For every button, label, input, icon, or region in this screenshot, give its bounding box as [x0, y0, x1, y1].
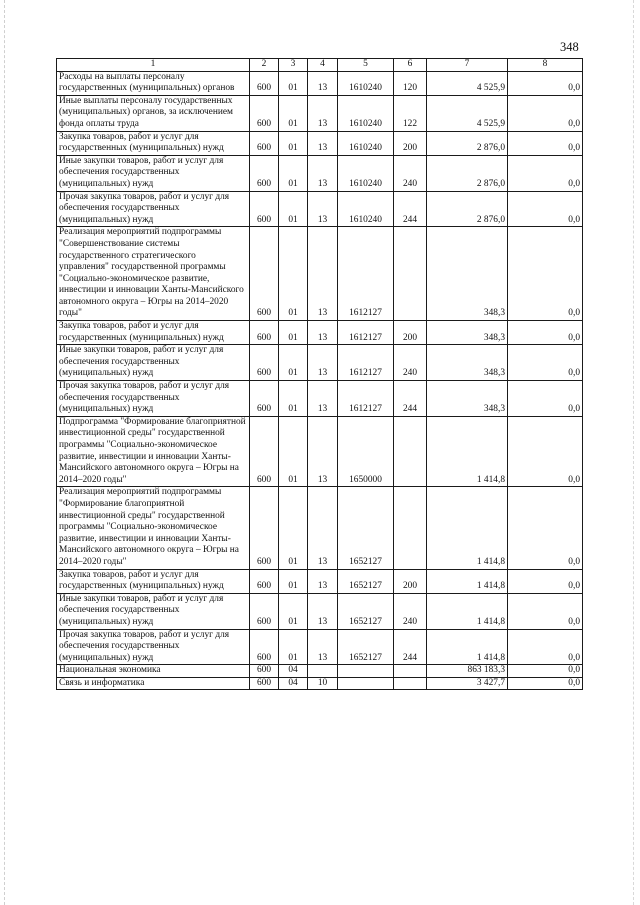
col-8-amount: 0,0 [508, 131, 583, 155]
col-7-amount: 1 414,8 [427, 593, 508, 629]
col-5-value: 1612127 [338, 381, 394, 417]
row-name: Связь и информатика [57, 677, 250, 690]
table-row [57, 71, 583, 95]
column-header: 6 [394, 59, 427, 72]
col-8-amount: 0,0 [508, 191, 583, 227]
col-4-value [308, 665, 338, 678]
table-row [57, 227, 583, 321]
row-name: Закупка товаров, работ и услуг для государственных (муниципальных) нужд [57, 131, 250, 155]
col-7-amount: 1 414,8 [427, 629, 508, 665]
col-4-value: 13 [308, 416, 338, 487]
col-4-value: 13 [308, 191, 338, 227]
col-5-value: 1652127 [338, 593, 394, 629]
col-5-value: 1612127 [338, 227, 394, 321]
row-name: Закупка товаров, работ и услуг для государственных (муниципальных) нужд [57, 321, 250, 345]
col-6-value: 240 [394, 345, 427, 381]
col-4-value: 13 [308, 155, 338, 191]
col-3-value: 01 [279, 95, 308, 131]
col-3-value: 01 [279, 345, 308, 381]
col-6-value: 120 [394, 71, 427, 95]
col-7-amount: 348,3 [427, 345, 508, 381]
table-row [57, 191, 583, 227]
col-4-value: 13 [308, 227, 338, 321]
col-7-amount: 4 525,9 [427, 95, 508, 131]
col-7-amount: 2 876,0 [427, 131, 508, 155]
col-6-value: 244 [394, 629, 427, 665]
row-name: Иные выплаты персоналу государственных (муниципальных) органов, за исключением фонда оплаты труда [57, 95, 250, 131]
col-5-value [338, 677, 394, 690]
row-name: Реализация мероприятий подпрограммы "Совершенствование системы государственного стратегического управления" государственной программы "Социально-экономическое развитие, инвестиции и инновации Ханты-Мансийского автономного округа – Югры на 2014–2020 годы" [57, 227, 250, 321]
col-5-value: 1610240 [338, 155, 394, 191]
row-name: Прочая закупка товаров, работ и услуг для обеспечения государственных (муниципальных) нужд [57, 191, 250, 227]
row-name: Прочая закупка товаров, работ и услуг для обеспечения государственных (муниципальных) нужд [57, 381, 250, 417]
col-8-amount: 0,0 [508, 95, 583, 131]
row-name: Подпрограмма "Формирование благоприятной инвестиционной среды" государственной программы "Социально-экономическое развитие, инвестиции и инновации Ханты-Мансийского автономного округа – Югры на 2014–2020 годы" [57, 416, 250, 487]
col-4-value: 13 [308, 629, 338, 665]
column-header: 2 [250, 59, 279, 72]
col-6-value: 200 [394, 131, 427, 155]
col-3-value: 01 [279, 71, 308, 95]
col-2-value: 600 [250, 345, 279, 381]
col-6-value [394, 227, 427, 321]
col-3-value: 04 [279, 665, 308, 678]
col-4-value: 13 [308, 131, 338, 155]
column-header: 4 [308, 59, 338, 72]
col-2-value: 600 [250, 155, 279, 191]
table-row [57, 381, 583, 417]
col-2-value: 600 [250, 71, 279, 95]
col-8-amount: 0,0 [508, 381, 583, 417]
col-4-value: 13 [308, 381, 338, 417]
col-6-value [394, 677, 427, 690]
table-row [57, 629, 583, 665]
col-7-amount: 1 414,8 [427, 487, 508, 569]
col-3-value: 01 [279, 487, 308, 569]
table-row [57, 677, 583, 690]
col-8-amount: 0,0 [508, 593, 583, 629]
col-2-value: 600 [250, 95, 279, 131]
col-2-value: 600 [250, 416, 279, 487]
col-6-value: 244 [394, 191, 427, 227]
column-number-row [57, 59, 583, 72]
col-4-value: 13 [308, 593, 338, 629]
table-row [57, 665, 583, 678]
row-name: Иные закупки товаров, работ и услуг для обеспечения государственных (муниципальных) нужд [57, 345, 250, 381]
col-4-value: 13 [308, 487, 338, 569]
table-row [57, 131, 583, 155]
col-8-amount: 0,0 [508, 487, 583, 569]
table-row [57, 569, 583, 593]
column-header: 5 [338, 59, 394, 72]
col-7-amount: 1 414,8 [427, 416, 508, 487]
col-7-amount: 863 183,3 [427, 665, 508, 678]
col-5-value: 1612127 [338, 321, 394, 345]
col-4-value: 13 [308, 321, 338, 345]
col-6-value: 240 [394, 593, 427, 629]
row-name: Реализация мероприятий подпрограммы "Формирование благоприятной инвестиционной среды" государственной программы "Социально-экономическое развитие, инвестиции и инновации Ханты-Мансийского автономного округа – Югры на 2014–2020 годы" [57, 487, 250, 569]
table-row [57, 416, 583, 487]
col-4-value: 13 [308, 569, 338, 593]
col-6-value [394, 487, 427, 569]
col-6-value: 244 [394, 381, 427, 417]
col-3-value: 01 [279, 321, 308, 345]
column-header: 7 [427, 59, 508, 72]
col-2-value: 600 [250, 321, 279, 345]
col-8-amount: 0,0 [508, 71, 583, 95]
col-5-value: 1610240 [338, 95, 394, 131]
col-3-value: 01 [279, 227, 308, 321]
col-5-value [338, 665, 394, 678]
col-2-value: 600 [250, 629, 279, 665]
column-header: 3 [279, 59, 308, 72]
col-5-value: 1610240 [338, 191, 394, 227]
col-7-amount: 4 525,9 [427, 71, 508, 95]
table-row [57, 487, 583, 569]
col-3-value: 01 [279, 629, 308, 665]
col-8-amount: 0,0 [508, 227, 583, 321]
col-4-value: 13 [308, 345, 338, 381]
col-2-value: 600 [250, 381, 279, 417]
col-8-amount: 0,0 [508, 629, 583, 665]
col-8-amount: 0,0 [508, 345, 583, 381]
col-6-value: 240 [394, 155, 427, 191]
col-8-amount: 0,0 [508, 155, 583, 191]
row-name: Расходы на выплаты персоналу государственных (муниципальных) органов [57, 71, 250, 95]
row-name: Иные закупки товаров, работ и услуг для обеспечения государственных (муниципальных) нужд [57, 593, 250, 629]
col-7-amount: 2 876,0 [427, 191, 508, 227]
column-header: 1 [57, 59, 250, 72]
col-8-amount: 0,0 [508, 677, 583, 690]
col-6-value: 200 [394, 569, 427, 593]
col-2-value: 600 [250, 227, 279, 321]
col-5-value: 1652127 [338, 629, 394, 665]
col-3-value: 01 [279, 191, 308, 227]
col-4-value: 13 [308, 95, 338, 131]
row-name: Закупка товаров, работ и услуг для государственных (муниципальных) нужд [57, 569, 250, 593]
col-2-value: 600 [250, 677, 279, 690]
budget-table [56, 58, 583, 690]
col-5-value: 1652127 [338, 487, 394, 569]
col-2-value: 600 [250, 487, 279, 569]
col-8-amount: 0,0 [508, 321, 583, 345]
col-5-value: 1612127 [338, 345, 394, 381]
table-row [57, 321, 583, 345]
row-name: Прочая закупка товаров, работ и услуг для обеспечения государственных (муниципальных) нужд [57, 629, 250, 665]
col-5-value: 1610240 [338, 131, 394, 155]
table-row [57, 155, 583, 191]
col-5-value: 1650000 [338, 416, 394, 487]
col-2-value: 600 [250, 665, 279, 678]
col-5-value: 1610240 [338, 71, 394, 95]
table-row [57, 95, 583, 131]
row-name: Национальная экономика [57, 665, 250, 678]
col-2-value: 600 [250, 593, 279, 629]
col-4-value: 13 [308, 71, 338, 95]
col-7-amount: 348,3 [427, 381, 508, 417]
col-3-value: 01 [279, 416, 308, 487]
col-2-value: 600 [250, 131, 279, 155]
col-3-value: 01 [279, 593, 308, 629]
col-8-amount: 0,0 [508, 569, 583, 593]
col-8-amount: 0,0 [508, 665, 583, 678]
col-5-value: 1652127 [338, 569, 394, 593]
col-7-amount: 348,3 [427, 321, 508, 345]
col-6-value [394, 665, 427, 678]
col-2-value: 600 [250, 191, 279, 227]
col-8-amount: 0,0 [508, 416, 583, 487]
table-row [57, 593, 583, 629]
col-6-value [394, 416, 427, 487]
col-3-value: 01 [279, 131, 308, 155]
row-name: Иные закупки товаров, работ и услуг для обеспечения государственных (муниципальных) нужд [57, 155, 250, 191]
col-3-value: 01 [279, 569, 308, 593]
col-2-value: 600 [250, 569, 279, 593]
scan-left-edge [4, 0, 5, 905]
col-7-amount: 2 876,0 [427, 155, 508, 191]
scan-right-edge [633, 0, 634, 905]
col-7-amount: 348,3 [427, 227, 508, 321]
col-4-value: 10 [308, 677, 338, 690]
col-3-value: 01 [279, 381, 308, 417]
col-3-value: 04 [279, 677, 308, 690]
page-number: 348 [560, 40, 579, 54]
col-7-amount: 3 427,7 [427, 677, 508, 690]
col-6-value: 122 [394, 95, 427, 131]
col-6-value: 200 [394, 321, 427, 345]
col-7-amount: 1 414,8 [427, 569, 508, 593]
col-3-value: 01 [279, 155, 308, 191]
column-header: 8 [508, 59, 583, 72]
table-row [57, 345, 583, 381]
